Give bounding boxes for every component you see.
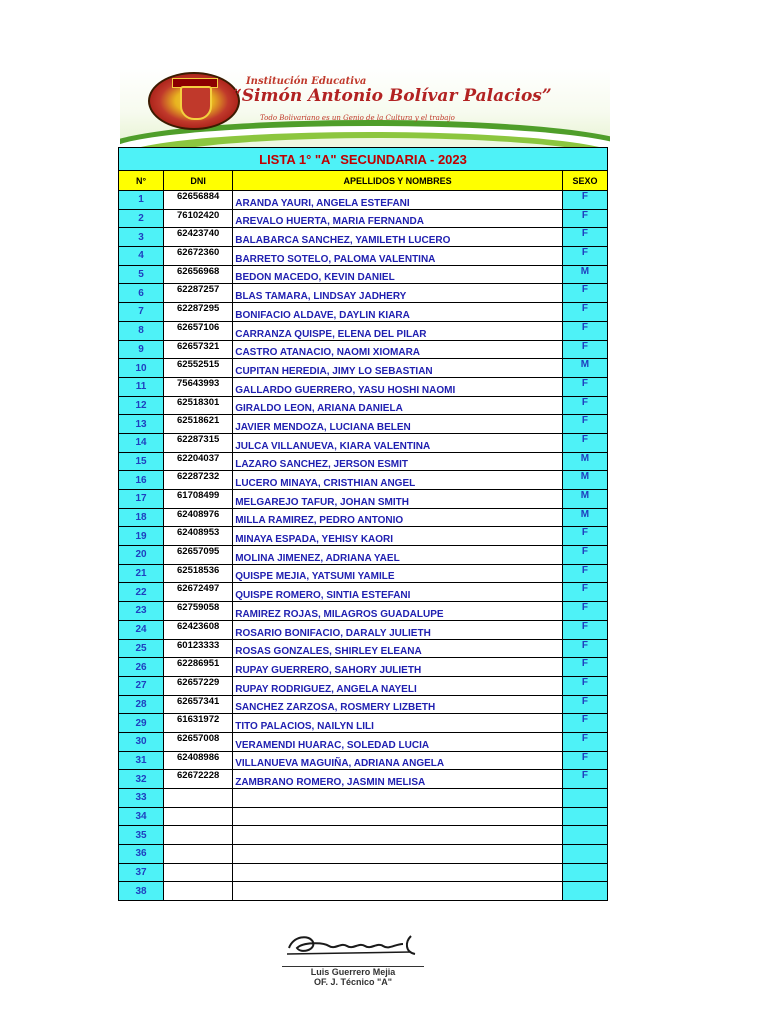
table-row	[119, 826, 608, 845]
row-number: 12	[119, 396, 164, 415]
row-sexo	[562, 826, 607, 845]
row-dni: 62287315	[164, 433, 233, 452]
row-number: 18	[119, 508, 164, 527]
row-student-name: CUPITAN HEREDIA, JIMY LO SEBASTIAN	[233, 359, 563, 378]
row-dni: 62657008	[164, 732, 233, 751]
row-sexo: F	[562, 284, 607, 303]
column-header-number: N°	[119, 171, 164, 191]
table-row	[119, 471, 608, 490]
row-student-name: CASTRO ATANACIO, NAOMI XIOMARA	[233, 340, 563, 359]
row-student-name: RUPAY RODRIGUEZ, ANGELA NAYELI	[233, 676, 563, 695]
row-number: 7	[119, 303, 164, 322]
row-sexo: F	[562, 433, 607, 452]
row-student-name: RAMIREZ ROJAS, MILAGROS GUADALUPE	[233, 602, 563, 621]
table-row	[119, 303, 608, 322]
row-student-name: JAVIER MENDOZA, LUCIANA BELEN	[233, 415, 563, 434]
row-dni	[164, 807, 233, 826]
row-number: 2	[119, 209, 164, 228]
table-row	[119, 658, 608, 677]
table-row	[119, 546, 608, 565]
row-sexo: M	[562, 471, 607, 490]
row-dni: 62552515	[164, 359, 233, 378]
table-row	[119, 602, 608, 621]
row-number: 33	[119, 789, 164, 808]
row-sexo	[562, 789, 607, 808]
row-sexo: F	[562, 546, 607, 565]
row-dni: 62518621	[164, 415, 233, 434]
row-student-name: BALABARCA SANCHEZ, YAMILETH LUCERO	[233, 228, 563, 247]
row-sexo: F	[562, 583, 607, 602]
list-title: LISTA 1° "A" SECUNDARIA - 2023	[119, 148, 608, 171]
table-row	[119, 732, 608, 751]
row-dni	[164, 789, 233, 808]
row-sexo: M	[562, 359, 607, 378]
table-row	[119, 321, 608, 340]
row-student-name: MINAYA ESPADA, YEHISY KAORI	[233, 527, 563, 546]
row-sexo: F	[562, 247, 607, 266]
row-student-name: JULCA VILLANUEVA, KIARA VALENTINA	[233, 433, 563, 452]
row-sexo: F	[562, 321, 607, 340]
row-sexo: F	[562, 602, 607, 621]
row-sexo: F	[562, 695, 607, 714]
row-sexo: F	[562, 377, 607, 396]
row-sexo: F	[562, 415, 607, 434]
table-row	[119, 564, 608, 583]
row-sexo: F	[562, 676, 607, 695]
row-student-name: QUISPE MEJIA, YATSUMI YAMILE	[233, 564, 563, 583]
table-row	[119, 695, 608, 714]
table-row	[119, 247, 608, 266]
table-row	[119, 676, 608, 695]
row-number: 25	[119, 639, 164, 658]
row-student-name	[233, 789, 563, 808]
row-number: 24	[119, 620, 164, 639]
school-logo	[148, 72, 240, 130]
table-row	[119, 882, 608, 901]
student-roster-table	[118, 147, 608, 901]
row-student-name: BARRETO SOTELO, PALOMA VALENTINA	[233, 247, 563, 266]
row-sexo	[562, 845, 607, 864]
table-row	[119, 639, 608, 658]
row-sexo	[562, 863, 607, 882]
row-number: 37	[119, 863, 164, 882]
row-dni: 60123333	[164, 639, 233, 658]
row-number: 21	[119, 564, 164, 583]
table-row	[119, 807, 608, 826]
row-sexo: F	[562, 340, 607, 359]
row-number: 22	[119, 583, 164, 602]
row-number: 38	[119, 882, 164, 901]
row-sexo: F	[562, 396, 607, 415]
row-number: 28	[119, 695, 164, 714]
row-sexo: F	[562, 303, 607, 322]
row-sexo	[562, 882, 607, 901]
row-number: 27	[119, 676, 164, 695]
row-dni: 75643993	[164, 377, 233, 396]
row-number: 10	[119, 359, 164, 378]
row-number: 17	[119, 490, 164, 509]
row-student-name: SANCHEZ ZARZOSA, ROSMERY LIZBETH	[233, 695, 563, 714]
row-dni: 62287257	[164, 284, 233, 303]
row-student-name: VERAMENDI HUARAC, SOLEDAD LUCIA	[233, 732, 563, 751]
signatory-title: OF. J. Técnico "A"	[313, 977, 393, 985]
table-row	[119, 340, 608, 359]
row-number: 20	[119, 546, 164, 565]
row-student-name: LAZARO SANCHEZ, JERSON ESMIT	[233, 452, 563, 471]
row-number: 29	[119, 714, 164, 733]
row-dni: 62672497	[164, 583, 233, 602]
row-dni	[164, 863, 233, 882]
row-dni: 62423740	[164, 228, 233, 247]
row-student-name: GALLARDO GUERRERO, YASU HOSHI NAOMI	[233, 377, 563, 396]
row-student-name	[233, 845, 563, 864]
row-sexo: F	[562, 714, 607, 733]
row-dni: 62672360	[164, 247, 233, 266]
table-row	[119, 396, 608, 415]
table-row	[119, 620, 608, 639]
table-row	[119, 508, 608, 527]
roster-body	[119, 191, 608, 901]
row-number: 23	[119, 602, 164, 621]
row-student-name: GIRALDO LEON, ARIANA DANIELA	[233, 396, 563, 415]
row-number: 1	[119, 191, 164, 210]
row-sexo: F	[562, 564, 607, 583]
row-sexo: M	[562, 508, 607, 527]
row-dni: 62759058	[164, 602, 233, 621]
row-student-name: TITO PALACIOS, NAILYN LILI	[233, 714, 563, 733]
table-row	[119, 377, 608, 396]
row-student-name	[233, 826, 563, 845]
row-number: 34	[119, 807, 164, 826]
row-dni: 61708499	[164, 490, 233, 509]
row-student-name: RUPAY GUERRERO, SAHORY JULIETH	[233, 658, 563, 677]
row-student-name	[233, 807, 563, 826]
row-number: 30	[119, 732, 164, 751]
row-dni: 62672228	[164, 770, 233, 789]
row-student-name	[233, 863, 563, 882]
row-dni: 62656968	[164, 265, 233, 284]
table-row	[119, 284, 608, 303]
row-sexo: F	[562, 732, 607, 751]
row-dni: 62657106	[164, 321, 233, 340]
table-row	[119, 191, 608, 210]
table-row	[119, 583, 608, 602]
row-student-name	[233, 882, 563, 901]
row-dni: 62423608	[164, 620, 233, 639]
row-number: 35	[119, 826, 164, 845]
column-header-sexo: SEXO	[562, 171, 607, 191]
row-dni: 62518301	[164, 396, 233, 415]
row-dni	[164, 845, 233, 864]
table-row	[119, 527, 608, 546]
row-number: 6	[119, 284, 164, 303]
row-student-name: BONIFACIO ALDAVE, DAYLIN KIARA	[233, 303, 563, 322]
row-sexo: F	[562, 209, 607, 228]
row-number: 15	[119, 452, 164, 471]
row-sexo: F	[562, 228, 607, 247]
row-dni	[164, 826, 233, 845]
table-row	[119, 751, 608, 770]
table-row	[119, 415, 608, 434]
row-dni: 62656884	[164, 191, 233, 210]
row-student-name: CARRANZA QUISPE, ELENA DEL PILAR	[233, 321, 563, 340]
handwritten-signature	[283, 928, 423, 964]
row-sexo: F	[562, 658, 607, 677]
row-number: 36	[119, 845, 164, 864]
row-student-name: AREVALO HUERTA, MARIA FERNANDA	[233, 209, 563, 228]
table-row	[119, 789, 608, 808]
table-row	[119, 863, 608, 882]
row-number: 9	[119, 340, 164, 359]
row-sexo: F	[562, 751, 607, 770]
row-dni: 62287232	[164, 471, 233, 490]
institution-label: Institución Educativa	[246, 76, 367, 87]
column-header-dni: DNI	[164, 171, 233, 191]
row-dni: 62657095	[164, 546, 233, 565]
table-row	[119, 845, 608, 864]
table-row	[119, 452, 608, 471]
row-student-name: QUISPE ROMERO, SINTIA ESTEFANI	[233, 583, 563, 602]
row-dni: 62657229	[164, 676, 233, 695]
row-sexo: F	[562, 770, 607, 789]
row-student-name: VILLANUEVA MAGUIÑA, ADRIANA ANGELA	[233, 751, 563, 770]
row-dni: 62518536	[164, 564, 233, 583]
row-student-name: BLAS TAMARA, LINDSAY JADHERY	[233, 284, 563, 303]
column-header-names: APELLIDOS Y NOMBRES	[233, 171, 563, 191]
row-dni: 62204037	[164, 452, 233, 471]
row-student-name: ROSAS GONZALES, SHIRLEY ELEANA	[233, 639, 563, 658]
row-dni: 62657341	[164, 695, 233, 714]
row-sexo	[562, 807, 607, 826]
row-sexo: F	[562, 639, 607, 658]
row-dni: 62408986	[164, 751, 233, 770]
table-row	[119, 359, 608, 378]
row-dni: 76102420	[164, 209, 233, 228]
table-row	[119, 490, 608, 509]
signatory-name: Luis Guerrero Mejia	[310, 967, 396, 977]
row-sexo: M	[562, 490, 607, 509]
row-dni: 61631972	[164, 714, 233, 733]
row-number: 26	[119, 658, 164, 677]
row-student-name: ARANDA YAURI, ANGELA ESTEFANI	[233, 191, 563, 210]
row-student-name: LUCERO MINAYA, CRISTHIAN ANGEL	[233, 471, 563, 490]
table-row	[119, 714, 608, 733]
row-student-name: ZAMBRANO ROMERO, JASMIN MELISA	[233, 770, 563, 789]
school-banner	[120, 68, 610, 148]
row-student-name: ROSARIO BONIFACIO, DARALY JULIETH	[233, 620, 563, 639]
institution-name: “Simón Antonio Bolívar Palacios”	[232, 86, 552, 106]
table-row	[119, 770, 608, 789]
row-number: 4	[119, 247, 164, 266]
row-sexo: M	[562, 452, 607, 471]
row-student-name: BEDON MACEDO, KEVIN DANIEL	[233, 265, 563, 284]
row-dni: 62657321	[164, 340, 233, 359]
row-sexo: F	[562, 527, 607, 546]
row-student-name: MILLA RAMIREZ, PEDRO ANTONIO	[233, 508, 563, 527]
row-sexo: F	[562, 191, 607, 210]
table-row	[119, 265, 608, 284]
table-row	[119, 433, 608, 452]
row-number: 8	[119, 321, 164, 340]
row-number: 16	[119, 471, 164, 490]
row-student-name: MELGAREJO TAFUR, JOHAN SMITH	[233, 490, 563, 509]
row-dni: 62408953	[164, 527, 233, 546]
row-dni: 62408976	[164, 508, 233, 527]
row-number: 11	[119, 377, 164, 396]
row-number: 32	[119, 770, 164, 789]
row-number: 31	[119, 751, 164, 770]
row-dni: 62287295	[164, 303, 233, 322]
row-dni	[164, 882, 233, 901]
row-number: 3	[119, 228, 164, 247]
row-number: 5	[119, 265, 164, 284]
row-number: 13	[119, 415, 164, 434]
table-row	[119, 209, 608, 228]
row-student-name: MOLINA JIMENEZ, ADRIANA YAEL	[233, 546, 563, 565]
row-sexo: F	[562, 620, 607, 639]
row-sexo: M	[562, 265, 607, 284]
row-number: 14	[119, 433, 164, 452]
row-number: 19	[119, 527, 164, 546]
row-dni: 62286951	[164, 658, 233, 677]
table-row	[119, 228, 608, 247]
school-motto: Todo Bolivariano es un Genio de la Cultura y el trabajo	[260, 114, 455, 122]
